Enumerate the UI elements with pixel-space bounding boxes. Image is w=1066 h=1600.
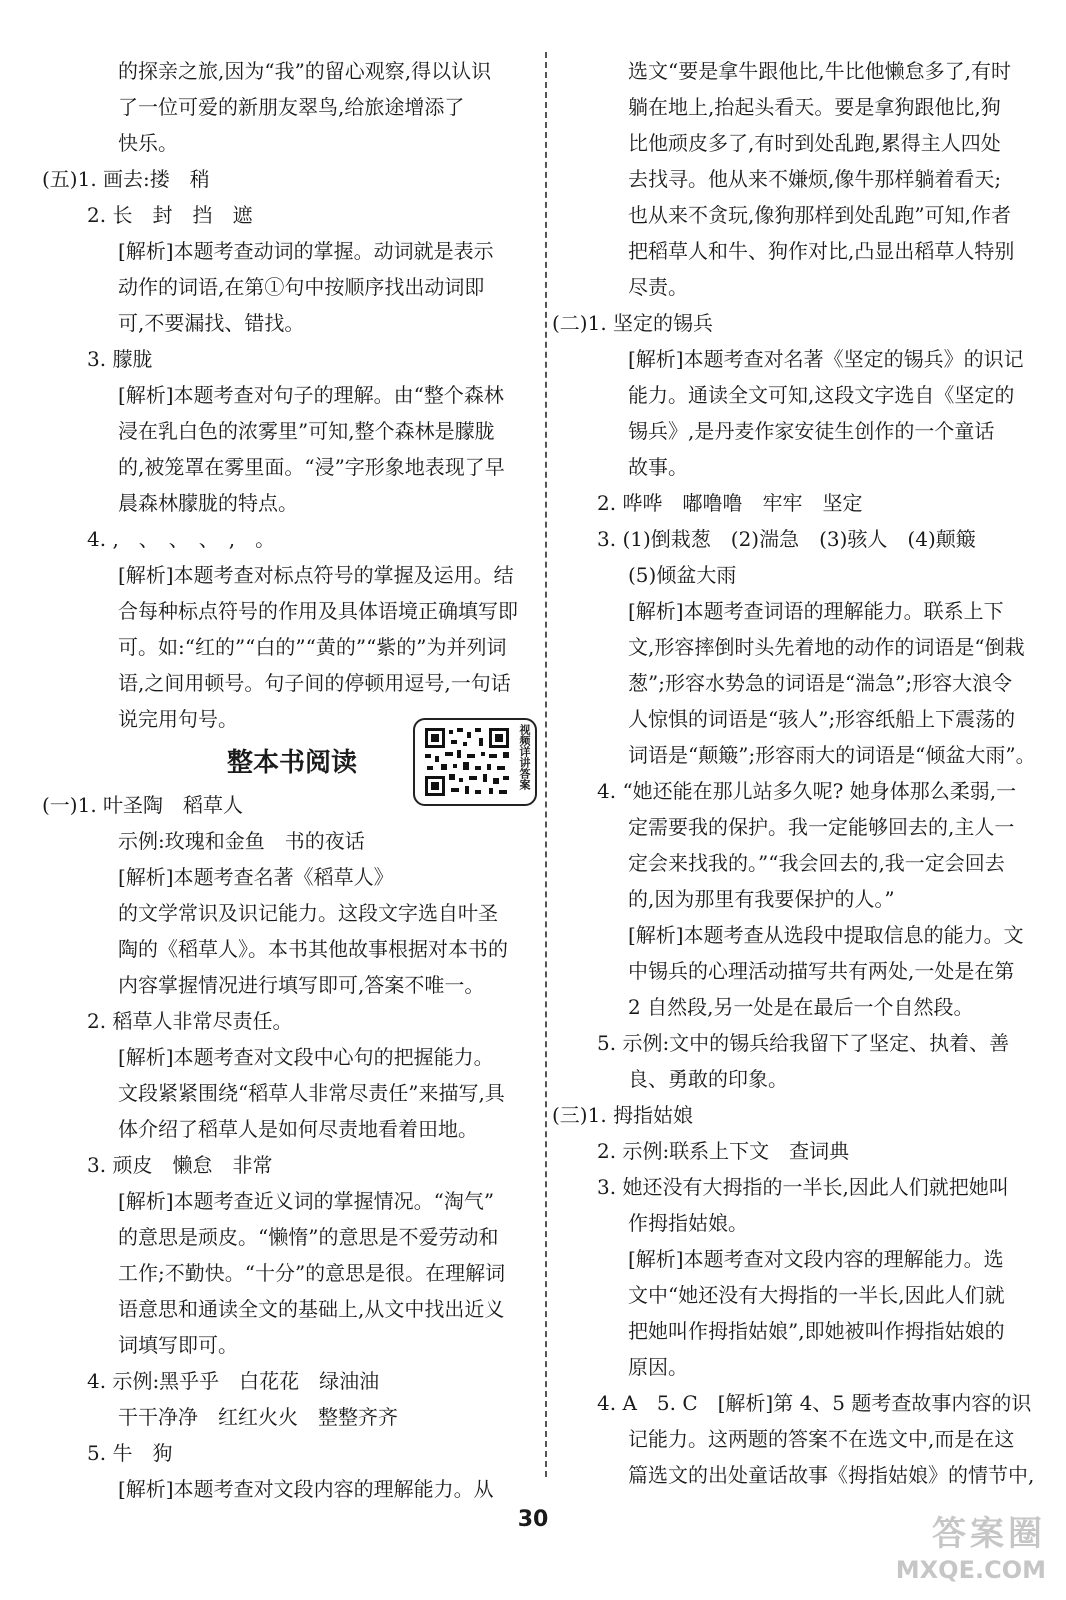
explanation-line: [解析]本题考查对名著《坚定的锡兵》的识记 — [628, 347, 1024, 371]
explanation-line: 可。如:“红的”“白的”“黄的”“紫的”为并列词 — [118, 635, 507, 659]
watermark-logo-text: 答案圈 — [932, 1514, 1046, 1554]
section-heading: 整本书阅读 — [226, 748, 357, 778]
explanation-line: 语,之间用顿号。句子间的停顿用逗号,一句话 — [118, 671, 511, 695]
explanation-line: 快乐。 — [118, 131, 178, 155]
explanation-line: 晨森林朦胧的特点。 — [118, 491, 298, 515]
explanation-line: [解析]本题考查从选段中提取信息的能力。文 — [628, 923, 1024, 947]
explanation-line: [解析]本题考查近义词的掌握情况。“淘气” — [118, 1189, 495, 1213]
explanation-line: 工作;不勤快。“十分”的意思是很。在理解词 — [118, 1261, 506, 1285]
question-answer-line: 3. 朦胧 — [87, 347, 153, 371]
explanation-line: 中锡兵的心理活动描写共有两处,一处是在第 — [628, 959, 1015, 983]
explanation-line: [解析]本题考查名著《稻草人》 — [118, 865, 394, 889]
explanation-line: 尽责。 — [628, 275, 688, 299]
explanation-line: 的探亲之旅,因为“我”的留心观察,得以认识 — [118, 59, 492, 83]
explanation-line: 陶的《稻草人》。本书其他故事根据对本书的 — [118, 937, 508, 961]
explanation-line: 的,被笼罩在雾里面。“浸”字形象地表现了早 — [118, 455, 505, 479]
page-number: 30 — [517, 1507, 549, 1532]
explanation-line: 语意思和通读全文的基础上,从文中找出近义 — [118, 1297, 505, 1321]
qr-caption: 视频详讲答案 — [518, 724, 531, 790]
watermark — [866, 1514, 1046, 1584]
explanation-line: 故事。 — [628, 455, 688, 479]
qr-code-icon — [423, 726, 511, 798]
question-answer-line: 5. 牛 狗 — [87, 1441, 173, 1465]
explanation-line: 葱”;形容水势急的词语是“湍急”;形容大浪令 — [628, 671, 1013, 695]
question-answer-line: 3. (1)倒栽葱 (2)湍急 (3)骇人 (4)颠簸 — [597, 527, 976, 551]
explanation-line: 2 自然段,另一处是在最后一个自然段。 — [628, 995, 974, 1019]
explanation-line: 能力。通读全文可知,这段文字选自《坚定的 — [628, 383, 1015, 407]
explanation-line: 定会来找我的。”“我会回去的,我一定会回去 — [628, 851, 1005, 875]
explanation-line: 锡兵》,是丹麦作家安徒生创作的一个童话 — [628, 419, 995, 443]
section-answer-line: (二)1. 坚定的锡兵 — [552, 311, 714, 335]
explanation-line: 动作的词语,在第①句中按顺序找出动词即 — [118, 275, 485, 299]
question-answer-line: 4. “她还能在那儿站多久呢? 她身体那么柔弱,一 — [597, 779, 1017, 803]
right-column — [552, 53, 1048, 1493]
explanation-line: 词填写即可。 — [118, 1333, 238, 1357]
explanation-line: 体介绍了稻草人是如何尽责地看着田地。 — [118, 1117, 478, 1141]
explanation-line: 的文学常识及识记能力。这段文字选自叶圣 — [118, 901, 498, 925]
question-answer-line: 4. , 、 、 、 , 。 — [87, 527, 276, 551]
question-answer-line: 3. 顽皮 懒怠 非常 — [87, 1153, 273, 1177]
explanation-line: 把她叫作拇指姑娘”,即她被叫作拇指姑娘的 — [628, 1319, 1005, 1343]
explanation-line: 比他顽皮多了,有时到处乱跑,累得主人四处 — [628, 131, 1001, 155]
question-answer-line: 5. 示例:文中的锡兵给我留下了坚定、执着、善 — [597, 1031, 1010, 1055]
explanation-line: 去找寻。他从来不嫌烦,像牛那样躺着看天; — [628, 167, 1002, 191]
explanation-line: 干干净净 红红火火 整整齐齐 — [118, 1405, 398, 1429]
explanation-line: 的意思是顽皮。“懒惰”的意思是不爱劳动和 — [118, 1225, 499, 1249]
question-answer-line: 2. 长 封 挡 遮 — [87, 203, 253, 227]
question-answer-line: 4. 示例:黑乎乎 白花花 绿油油 — [87, 1369, 380, 1393]
explanation-line: 记能力。这两题的答案不在选文中,而是在这 — [628, 1427, 1015, 1451]
explanation-line: [解析]本题考查对文段中心句的把握能力。 — [118, 1045, 494, 1069]
question-answer-line: 3. 她还没有大拇指的一半长,因此人们就把她叫 — [597, 1175, 1009, 1199]
explanation-line: 浸在乳白色的浓雾里”可知,整个森林是朦胧 — [118, 419, 495, 443]
explanation-line: 文段紧紧围绕“稻草人非常尽责任”来描写,具 — [118, 1081, 505, 1105]
question-answer-line: 2. 稻草人非常尽责任。 — [87, 1009, 293, 1033]
question-answer-line: 4. A 5. C [解析]第 4、5 题考查故事内容的识 — [597, 1391, 1032, 1415]
explanation-line: [解析]本题考查对文段内容的理解能力。从 — [118, 1477, 494, 1501]
section-answer-line: (一)1. 叶圣陶 稻草人 — [42, 793, 244, 817]
question-answer-line: 2. 哗哗 嘟噜噜 牢牢 坚定 — [597, 491, 863, 515]
explanation-line: 作拇指姑娘。 — [628, 1211, 748, 1235]
explanation-line: 人惊惧的词语是“骇人”;形容纸船上下震荡的 — [628, 707, 1016, 731]
explanation-line: 躺在地上,抬起头看天。要是拿狗跟他比,狗 — [628, 95, 1001, 119]
explanation-line: 的,因为那里有我要保护的人。” — [628, 887, 895, 911]
explanation-line: [解析]本题考查动词的掌握。动词就是表示 — [118, 239, 494, 263]
question-answer-line: 2. 示例:联系上下文 查词典 — [597, 1139, 850, 1163]
explanation-line: 选文“要是拿牛跟他比,牛比他懒怠多了,有时 — [628, 59, 1011, 83]
explanation-line: 文中“她还没有大拇指的一半长,因此人们就 — [628, 1283, 1005, 1307]
section-answer-line: (三)1. 拇指姑娘 — [552, 1103, 694, 1127]
column-divider — [545, 52, 547, 1477]
explanation-line: 定需要我的保护。我一定能够回去的,主人一 — [628, 815, 1015, 839]
explanation-line: 说完用句号。 — [118, 707, 238, 731]
explanation-line: [解析]本题考查词语的理解能力。联系上下 — [628, 599, 1004, 623]
explanation-line: 原因。 — [628, 1355, 688, 1379]
explanation-line: 把稻草人和牛、狗作对比,凸显出稻草人特别 — [628, 239, 1015, 263]
explanation-line: (5)倾盆大雨 — [628, 563, 737, 587]
explanation-line: 了一位可爱的新朋友翠鸟,给旅途增添了 — [118, 95, 465, 119]
explanation-line: 也从来不贪玩,像狗那样到处乱跑”可知,作者 — [628, 203, 1011, 227]
qr-code[interactable] — [413, 718, 537, 806]
explanation-line: 良、勇敢的印象。 — [628, 1067, 788, 1091]
explanation-line: 可,不要漏找、错找。 — [118, 311, 305, 335]
explanation-line: 合每种标点符号的作用及具体语境正确填写即 — [118, 599, 518, 623]
explanation-line: 示例:玫瑰和金鱼 书的夜话 — [118, 829, 365, 853]
watermark-url: MXQE.COM — [895, 1556, 1046, 1584]
section-answer-line: (五)1. 画去:搂 稍 — [42, 167, 210, 191]
explanation-line: 文,形容摔倒时头先着地的动作的词语是“倒栽 — [628, 635, 1025, 659]
explanation-line: 词语是“颠簸”;形容雨大的词语是“倾盆大雨”。 — [628, 743, 1036, 767]
explanation-line: 篇选文的出处童话故事《拇指姑娘》的情节中, — [628, 1463, 1035, 1487]
explanation-line: [解析]本题考查对文段内容的理解能力。选 — [628, 1247, 1004, 1271]
explanation-line: 内容掌握情况进行填写即可,答案不唯一。 — [118, 973, 485, 997]
explanation-line: [解析]本题考查对标点符号的掌握及运用。结 — [118, 563, 514, 587]
explanation-line: [解析]本题考查对句子的理解。由“整个森林 — [118, 383, 504, 407]
